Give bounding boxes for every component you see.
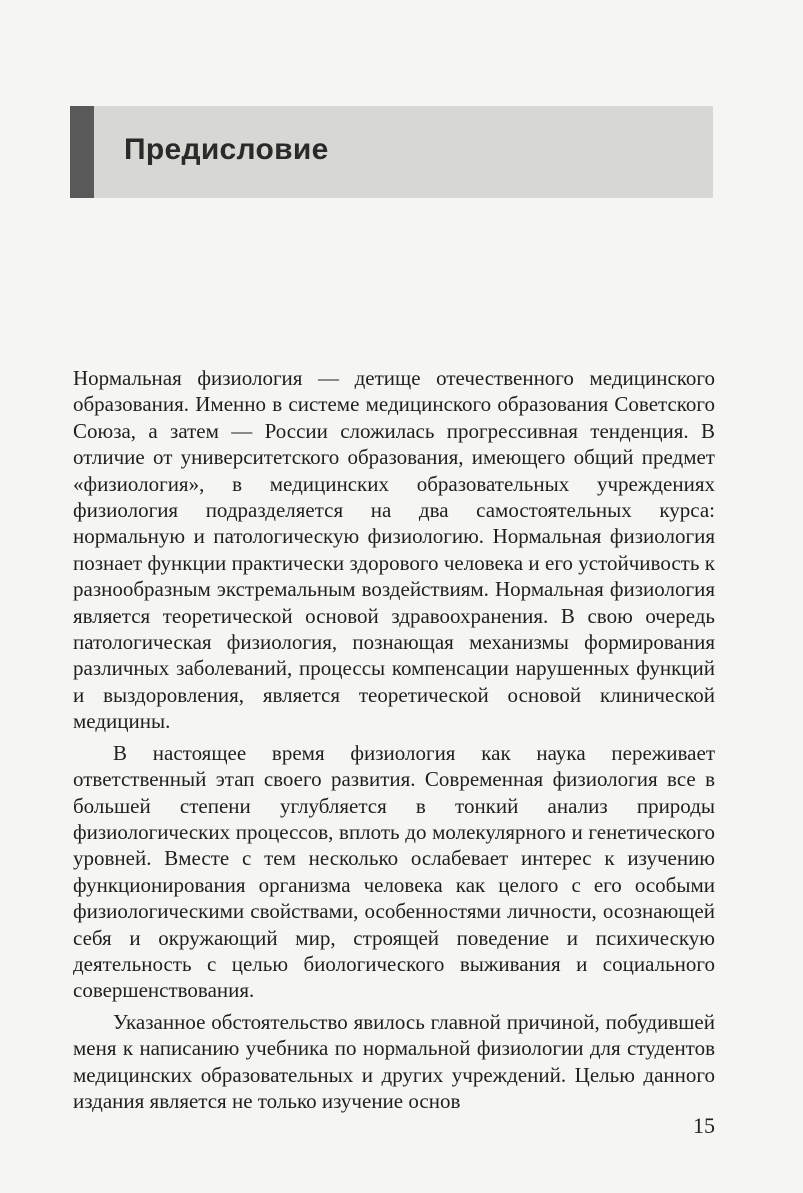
chapter-heading-band [70,106,713,198]
page-number: 15 [693,1113,715,1138]
body-text [73,365,715,1119]
heading-accent-bar [70,106,94,198]
paragraph-2: В настоящее время физиология как наука переживает ответственный этап своего развития. Современная физиология все в большей степени углубляется в тонкий анализ природы физиологических процессов, вплоть до молекулярного и генетического уровней. Вместе с тем несколько ослабевает интерес к изучению функционирования организма человека как целого с его особыми физиологическими свойствами, особенностями личности, осознающей себя и окружающий мир, строящей поведение и психическую деятельность с целью биологического выживания и социального совершенствования. [73,740,715,1003]
paragraph-1: Нормальная физиология — детище отечественного медицинского образования. Именно в системе медицинского образования Советского Союза, а затем — России сложилась прогрессивная тенденция. В отличие от университетского образования, имеющего общий предмет «физиология», в медицинских образовательных учреждениях физиология подразделяется на два самостоятельных курса: нормальную и патологическую физиологию. Нормальная физиология познает функции практически здорового человека и его устойчивость к разнообразным экстремальным воздействиям. Нормальная физиология является теоретической основой здравоохранения. В свою очередь патологическая физиология, познающая механизмы формирования различных заболеваний, процессы компенсации нарушенных функций и выздоровления, является теоретической основой клинической медицины. [73,366,715,734]
chapter-title: Предисловие [124,133,329,166]
paragraph-3: Указанное обстоятельство явилось главной причиной, побудившей меня к написанию учебника по нормальной физиологии для студентов медицинских образовательных и других учреждений. Целью данного издания является не только изучение основ [73,1009,715,1113]
